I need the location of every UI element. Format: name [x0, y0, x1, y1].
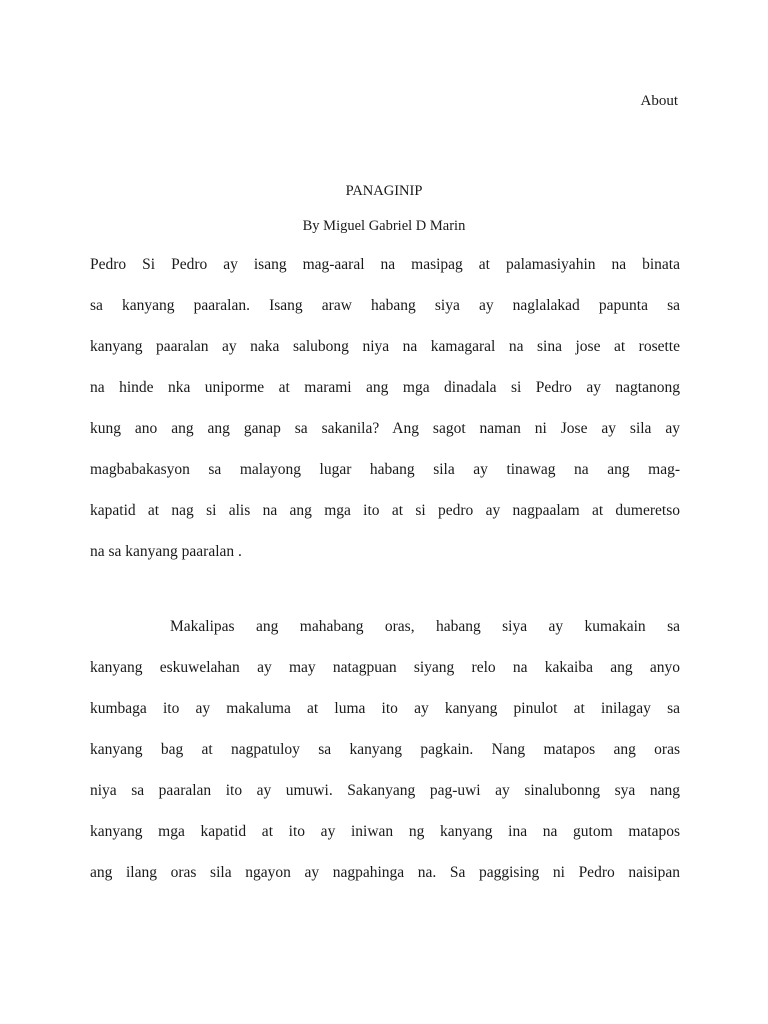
paragraph-1-line: na sa kanyang paaralan .	[90, 543, 242, 560]
header-about-label: About	[640, 93, 678, 109]
paragraph-2-line: kanyang mga kapatid at ito ay iniwan ng kanyang ina na gutom matapos	[90, 823, 680, 840]
paragraph-1-line: sa kanyang paaralan. Isang araw habang siya ay naglalakad papunta sa	[90, 297, 680, 314]
paragraph-2-line: ang ilang oras sila ngayon ay nagpahinga na. Sa paggising ni Pedro naisipan	[90, 864, 680, 881]
paragraph-1-line: kapatid at nag si alis na ang mga ito at si pedro ay nagpaalam at dumeretso	[90, 502, 680, 519]
paragraph-2-line: niya sa paaralan ito ay umuwi. Sakanyang pag-uwi ay sinalubonng sya nang	[90, 782, 680, 799]
document-author: By Miguel Gabriel D Marin	[302, 218, 466, 234]
paragraph-1-line: Pedro Si Pedro ay isang mag-aaral na masipag at palamasiyahin na binata	[90, 256, 680, 273]
paragraph-1-line: magbabakasyon sa malayong lugar habang sila ay tinawag na ang mag-	[90, 461, 680, 478]
paragraph-1-line: kanyang paaralan ay naka salubong niya na kamagaral na sina jose at rosette	[90, 338, 680, 355]
paragraph-2-line: kanyang eskuwelahan ay may natagpuan siyang relo na kakaiba ang anyo	[90, 659, 680, 676]
paragraph-2-line: Makalipas ang mahabang oras, habang siya ay kumakain sa	[170, 618, 680, 635]
document-title: PANAGINIP	[345, 183, 423, 199]
paragraph-2-line: kanyang bag at nagpatuloy sa kanyang pagkain. Nang matapos ang oras	[90, 741, 680, 758]
paragraph-2-line: kumbaga ito ay makaluma at luma ito ay kanyang pinulot at inilagay sa	[90, 700, 680, 717]
paragraph-1-line: na hinde nka uniporme at marami ang mga dinadala si Pedro ay nagtanong	[90, 379, 680, 396]
paragraph-1-line: kung ano ang ang ganap sa sakanila? Ang sagot naman ni Jose ay sila ay	[90, 420, 680, 437]
